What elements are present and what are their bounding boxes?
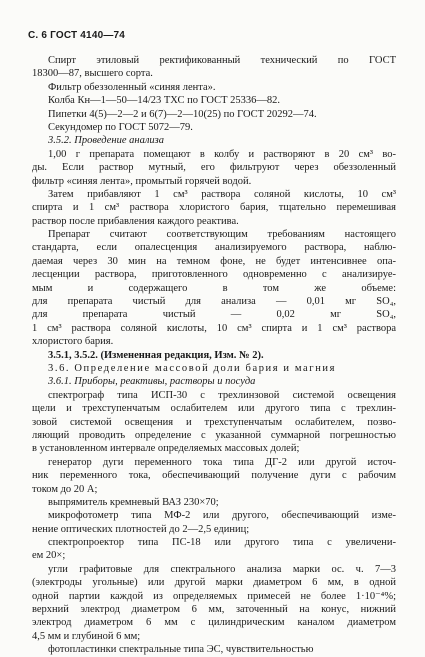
text-line-content: стандарта, если опалесценция анализируемого раствора, наблю- xyxy=(32,242,396,254)
text-line-content: верхний электрод диаметром 6 мм, заточенный на конус, нижний xyxy=(32,604,396,616)
text-line xyxy=(0,630,425,643)
text-line-content: Препарат считают соответствующим требованиям настоящего xyxy=(48,229,396,241)
text-line xyxy=(0,241,425,254)
text-line xyxy=(0,188,425,201)
text-line-content: Спирт этиловый ректификованный технический по ГОСТ xyxy=(48,55,396,66)
text-line xyxy=(0,456,425,469)
text-line xyxy=(0,442,425,455)
text-line-content: 4,5 мм и глубиной 6 мм; xyxy=(32,630,141,642)
text-line xyxy=(0,54,425,67)
text-line xyxy=(0,228,425,241)
text-line xyxy=(0,349,425,362)
text-line xyxy=(0,402,425,415)
text-line xyxy=(0,94,425,107)
text-line xyxy=(0,215,425,228)
text-line xyxy=(0,536,425,549)
text-line xyxy=(0,429,425,442)
text-line xyxy=(0,509,425,522)
text-line-content: выпрямитель кремневый ВАЗ 230×70; xyxy=(48,496,219,508)
text-line xyxy=(0,523,425,536)
text-line xyxy=(0,469,425,482)
text-line-content: Колба Кн—1—50—14/23 ТХС по ГОСТ 25336—82. xyxy=(48,95,281,107)
text-line xyxy=(0,121,425,134)
text-line-content: мым и содержащего в том же объеме: xyxy=(32,282,396,294)
text-line xyxy=(0,483,425,496)
text-line-content: для препарата чистый — 0,02 мг SO₄, xyxy=(32,309,396,321)
text-line-content: спектрограф типа ИСП-30 с трехлинзовой системой освещения xyxy=(48,389,396,401)
text-line-content: Затем прибавляют 1 см³ раствора соляной кислоты, 10 см³ xyxy=(48,188,396,200)
text-line xyxy=(0,549,425,562)
text-line-content: током до 20 А; xyxy=(32,483,98,495)
text-line xyxy=(0,616,425,629)
text-line xyxy=(0,308,425,321)
text-line-content: фотопластинки спектральные типа ЭС, чувствительностью xyxy=(48,644,314,656)
text-line-content: Секундомер по ГОСТ 5072—79. xyxy=(48,121,193,133)
text-line xyxy=(0,201,425,214)
text-line xyxy=(0,108,425,121)
text-line xyxy=(0,576,425,589)
text-line xyxy=(0,362,425,375)
text-line-content: щели и трехступенчатым ослабителем или другого типа с трехлин- xyxy=(32,403,396,415)
text-line xyxy=(0,603,425,616)
text-line-content: хлористого бария. xyxy=(32,336,114,348)
text-line-content: ды. Если раствор мутный, его фильтруют через обеззоленный xyxy=(32,162,396,174)
text-line-content: 18300—87, высшего сорта. xyxy=(32,68,153,80)
text-line-content: лесценции раствора, приготовленного одновременно с анализируе- xyxy=(32,269,396,281)
text-line-content: 1,00 г препарата помещают в колбу и растворяют в 20 см³ во- xyxy=(48,148,396,160)
text-line-content: Пипетки 4(5)—2—2 и 6(7)—2—10(25) по ГОСТ 20292—74. xyxy=(48,108,317,120)
text-line-content: фильтр «синяя лента», промытый горячей водой. xyxy=(32,175,252,187)
text-line-content: ник переменного тока, обеспечивающий получение дуги с рабочим xyxy=(32,470,396,482)
text-line xyxy=(0,295,425,308)
text-line-content: спирта и 1 см³ раствора хлористого бария, тщательно перемешивая xyxy=(32,202,396,214)
text-line xyxy=(0,389,425,402)
text-line-content: (электроды угольные) или другой марки диаметром 6 мм, в одной xyxy=(32,577,396,589)
text-line-content: 3.5.2. Проведение анализа xyxy=(48,135,165,147)
text-line xyxy=(0,268,425,281)
text-line-content: микрофотометр типа МФ-2 или другого, обеспечивающий изме- xyxy=(48,510,396,522)
text-line-content: зовой системой освещения и трехступенчатым ослабителем, позво- xyxy=(32,416,396,428)
text-line xyxy=(0,67,425,80)
text-line xyxy=(0,563,425,576)
text-line-content: одной партии каждой из определяемых примесей не более 1·10⁻⁴%; xyxy=(32,590,396,602)
text-line-content: спектропроектор типа ПС-18 или другого типа с увеличени- xyxy=(48,537,396,549)
text-line xyxy=(0,322,425,335)
text-line-content: раствор после прибавления каждого реактива. xyxy=(32,215,239,227)
text-line-content: нение оптических плотностей до 2—2,5 единиц; xyxy=(32,523,250,535)
text-line xyxy=(0,282,425,295)
text-line xyxy=(0,643,425,656)
text-line xyxy=(0,161,425,174)
text-line-content: угли графитовые для спектрального анализа марки ос. ч. 7—3 xyxy=(48,563,396,575)
text-line-content: для препарата чистый для анализа — 0,01 мг SO₄, xyxy=(32,296,396,308)
text-line-content: 1 см³ раствора соляной кислоты, 10 см³ спирта и 1 см³ раствора xyxy=(32,322,396,334)
text-line xyxy=(0,496,425,509)
text-line xyxy=(0,148,425,161)
text-line-content: электрод диаметром 6 мм с цилиндрическим каналом диаметром xyxy=(32,617,396,629)
text-line xyxy=(0,416,425,429)
text-line-content: генератор дуги переменного тока типа ДГ-2 или другой источ- xyxy=(48,456,396,468)
text-line xyxy=(0,81,425,94)
text-line xyxy=(0,590,425,603)
text-line-content: даемая через 30 мин на темном фоне, не будет интенсивнее опа- xyxy=(32,255,396,267)
text-line-content: 3.6. Определение массовой доли бария и магния xyxy=(48,362,337,374)
text-line xyxy=(0,175,425,188)
page-header: С. 6 ГОСТ 4140—74 xyxy=(28,30,126,41)
text-line xyxy=(0,335,425,348)
text-line-content: в установленном интервале определяемых массовых долей; xyxy=(32,443,300,455)
document-body xyxy=(0,54,425,657)
text-line-content: Фильтр обеззоленный «синяя лента». xyxy=(48,81,216,93)
text-line xyxy=(0,375,425,388)
text-line-content: 3.6.1. Приборы, реактивы, растворы и посуда xyxy=(48,376,256,388)
text-line xyxy=(0,255,425,268)
text-line-content: ем 20×; xyxy=(32,550,66,562)
text-line xyxy=(0,134,425,147)
text-line-content: ляющий проводить определение с указанной суммарной погрешностью xyxy=(32,429,396,441)
text-line-content: 3.5.1, 3.5.2. (Измененная редакция, Изм. № 2). xyxy=(48,349,264,361)
